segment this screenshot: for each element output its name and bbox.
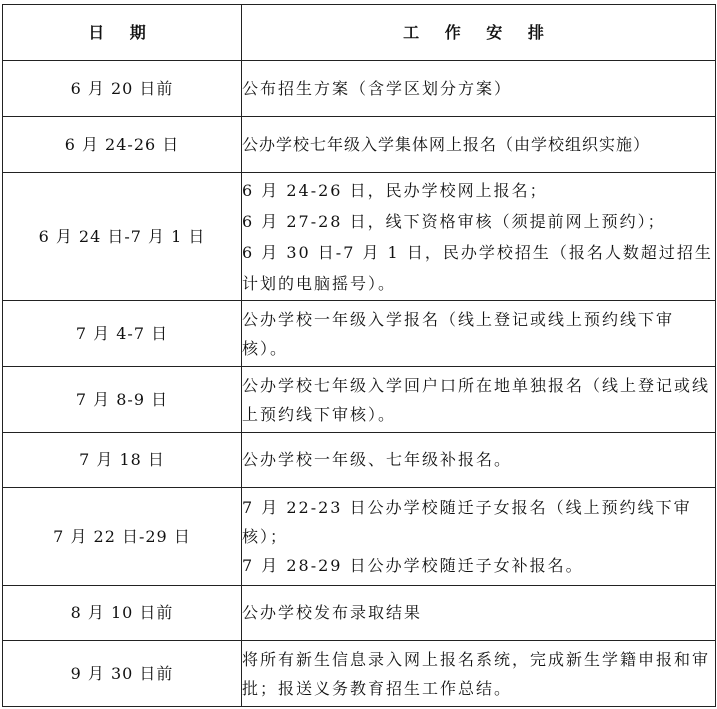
task-line: 6 月 27-28 日，线下资格审核（须提前网上预约）； (242, 211, 666, 231)
date-cell: 6 月 20 日前 (3, 61, 242, 117)
table-row (3, 117, 716, 173)
task-line: 公办学校七年级入学集体网上报名（由学校组织实施） (242, 134, 651, 154)
date-cell: 7 月 22 日-29 日 (3, 488, 242, 586)
date-cell: 7 月 4-7 日 (3, 301, 242, 367)
table-row (3, 586, 716, 641)
date-cell: 8 月 10 日前 (3, 586, 242, 641)
table-row (3, 173, 716, 301)
date-cell: 9 月 30 日前 (3, 641, 242, 707)
date-cell: 6 月 24 日-7 月 1 日 (3, 173, 242, 301)
task-cell (242, 173, 716, 301)
table-row (3, 301, 716, 367)
task-line: 公办学校七年级入学回户口所在地单独报名（线上登记或线上预约线下审核）。 (242, 375, 711, 424)
table-row (3, 367, 716, 433)
task-line: 公布招生方案（含学区划分方案） (242, 78, 513, 98)
task-line: 将所有新生信息录入网上报名系统，完成新生学籍申报和审批；报送义务教育招生工作总结。 (242, 649, 711, 698)
date-column-header: 日 期 (3, 5, 242, 61)
task-line: 6 月 24-26 日，民办学校网上报名； (242, 180, 548, 200)
task-line: 7 月 28-29 日公办学校随迁子女补报名。 (242, 556, 584, 575)
table-row (3, 641, 716, 707)
task-cell (242, 117, 716, 173)
task-cell (242, 367, 716, 433)
task-cell (242, 488, 716, 586)
table-row (3, 488, 716, 586)
task-cell (242, 433, 716, 488)
task-line: 7 月 22-23 日公办学校随迁子女报名（线上预约线下审核）； (242, 498, 692, 546)
date-cell: 6 月 24-26 日 (3, 117, 242, 173)
date-cell: 7 月 8-9 日 (3, 367, 242, 433)
table-row (3, 61, 716, 117)
task-column-header: 工 作 安 排 (242, 5, 716, 61)
task-cell (242, 641, 716, 707)
date-cell: 7 月 18 日 (3, 433, 242, 488)
task-line: 6 月 30 日-7 月 1 日，民办学校招生（报名人数超过招生计划的电脑摇号）。 (242, 242, 713, 293)
table-header-row (3, 5, 716, 61)
task-cell (242, 301, 716, 367)
task-line: 公办学校发布录取结果 (242, 603, 423, 622)
task-line: 公办学校一年级入学报名（线上登记或线上预约线下审核）。 (242, 309, 675, 358)
table-row (3, 433, 716, 488)
schedule-table (2, 4, 716, 707)
task-line: 公办学校一年级、七年级补报名。 (242, 450, 513, 469)
task-cell (242, 586, 716, 641)
task-cell (242, 61, 716, 117)
